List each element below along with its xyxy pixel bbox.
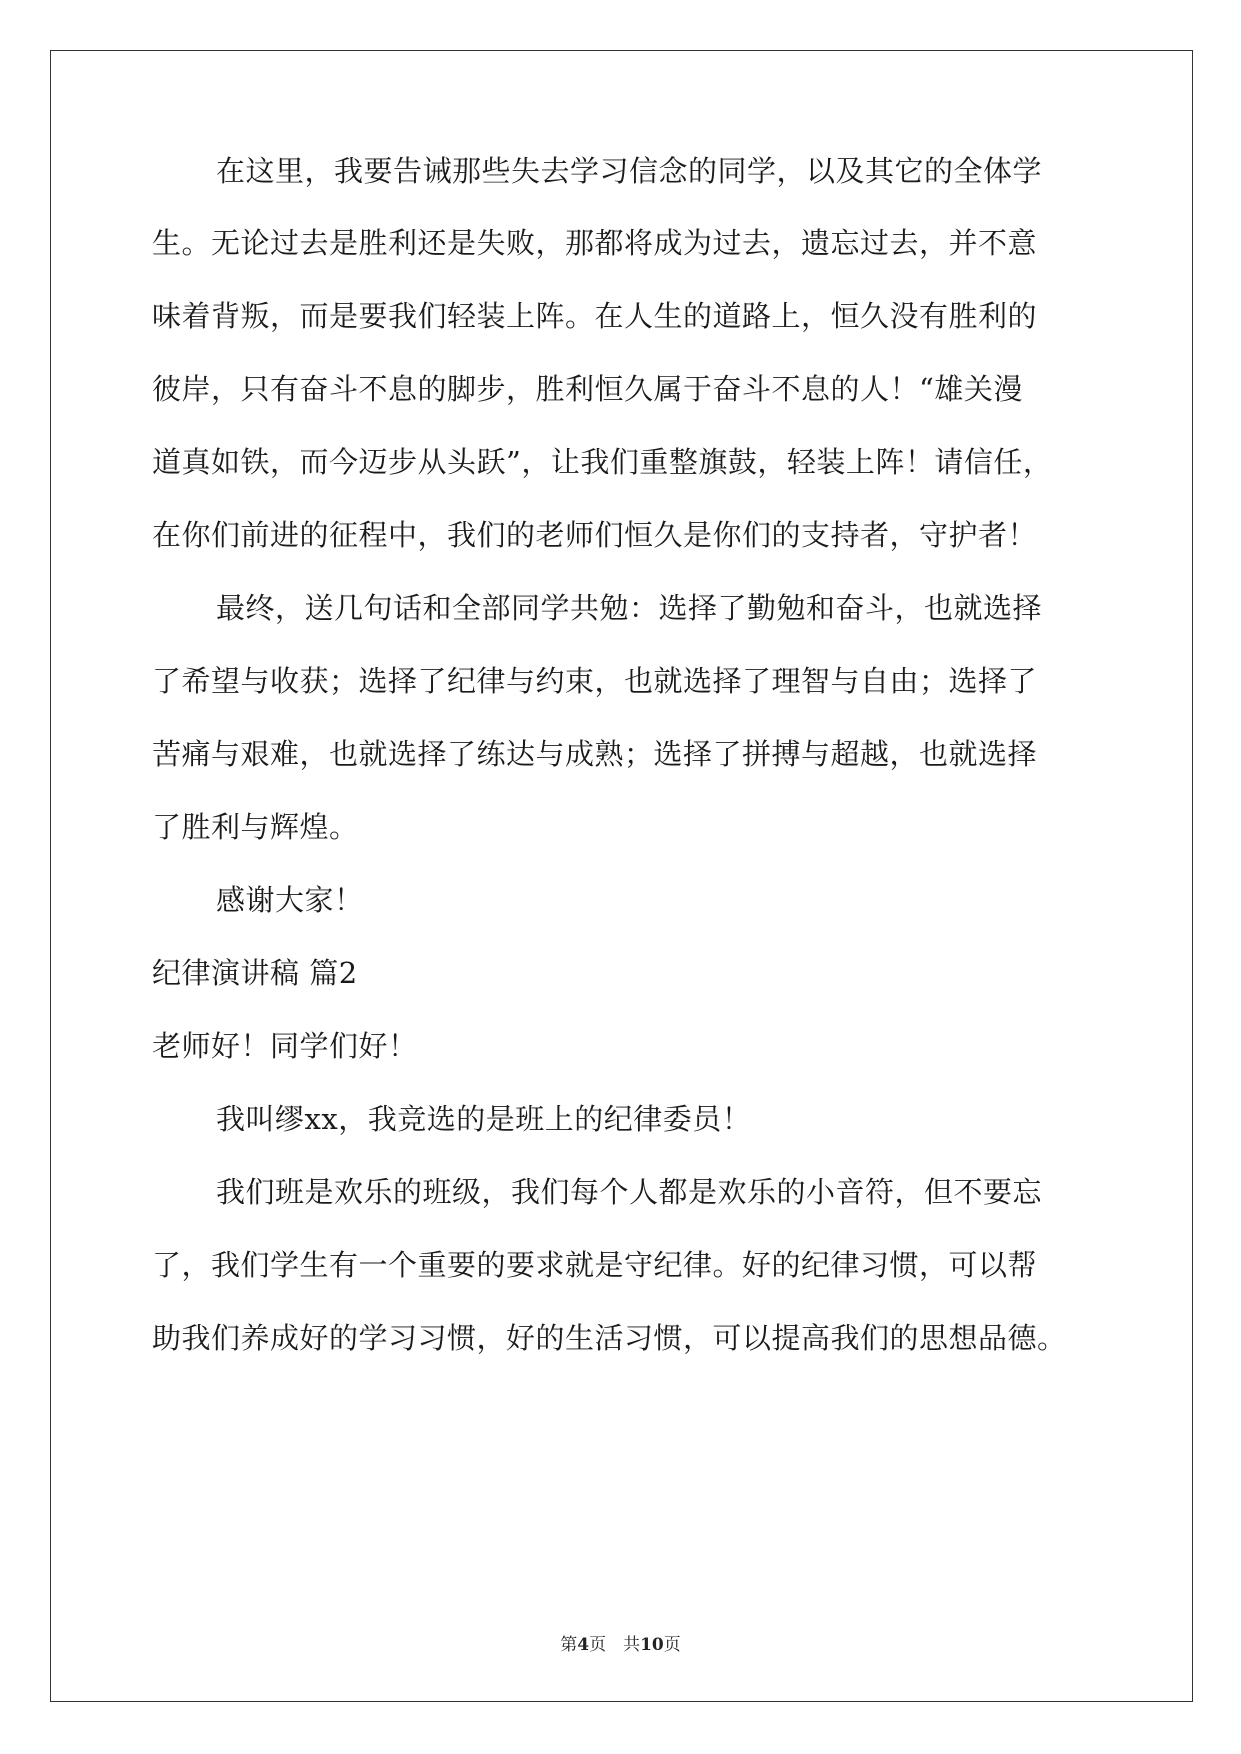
paragraph-line: 在这里，我要告诫那些失去学习信念的同学，以及其它的全体学 [216, 154, 1043, 188]
paragraph-line: 我们班是欢乐的班级，我们每个人都是欢乐的小音符，但不要忘 [216, 1175, 1043, 1209]
paragraph-line: 生。无论过去是胜利还是失败，那都将成为过去，遗忘过去，并不意 [152, 226, 1038, 260]
page-footer [0, 1630, 1241, 1655]
paragraph-line: 最终，送几句话和全部同学共勉：选择了勤勉和奋斗，也就选择 [216, 591, 1043, 625]
paragraph-line: 彼岸，只有奋斗不息的脚步，胜利恒久属于奋斗不息的人！“雄关漫 [152, 372, 1023, 406]
paragraph-line: 在你们前进的征程中，我们的老师们恒久是你们的支持者，守护者！ [152, 518, 1038, 552]
paragraph-line: 了希望与收获；选择了纪律与约束，也就选择了理智与自由；选择了 [152, 664, 1038, 698]
current-page-number: 4 [577, 1635, 590, 1655]
paragraph-line: 道真如铁，而今迈步从头跃”，让我们重整旗鼓，轻装上阵！请信任， [152, 445, 1053, 479]
paragraph-line: 了胜利与辉煌。 [152, 810, 359, 844]
greeting-line: 老师好！同学们好！ [152, 1029, 418, 1063]
footer-prefix: 第 [560, 1635, 578, 1655]
paragraph-line: 味着背叛，而是要我们轻装上阵。在人生的道路上，恒久没有胜利的 [152, 299, 1038, 333]
footer-suffix: 页 [663, 1635, 681, 1655]
section-heading: 纪律演讲稿 篇2 [152, 956, 358, 990]
total-page-number: 10 [640, 1635, 664, 1655]
paragraph-line: 助我们养成好的学习习惯，好的生活习惯，可以提高我们的思想品德。 [152, 1321, 1067, 1355]
page-border [50, 50, 1193, 1702]
paragraph-line: 我叫缪xx，我竞选的是班上的纪律委员！ [216, 1102, 752, 1136]
paragraph-line: 苦痛与艰难，也就选择了练达与成熟；选择了拼搏与超越，也就选择 [152, 737, 1038, 771]
footer-mid: 页 共 [589, 1635, 641, 1655]
paragraph-line: 了，我们学生有一个重要的要求就是守纪律。好的纪律习惯，可以帮 [152, 1248, 1038, 1282]
paragraph-line: 感谢大家！ [216, 883, 364, 917]
